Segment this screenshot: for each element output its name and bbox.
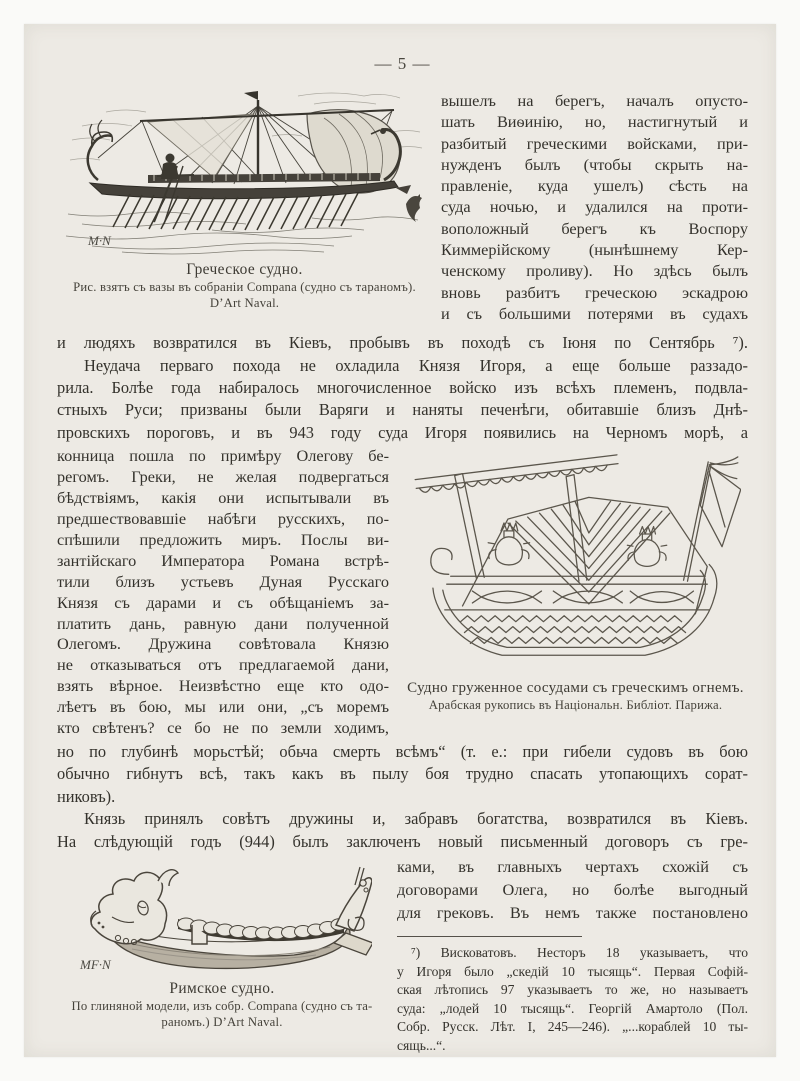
text-line: Собр. Русск. Лѣт. I, 245—246). „...кораблей 10 ты- bbox=[397, 1019, 748, 1035]
text-line: шать Виѳинію, но, настигнутый и bbox=[441, 112, 748, 132]
roman-ship-illustration bbox=[72, 863, 372, 975]
paragraph-second-campaign bbox=[57, 355, 748, 445]
text-line: тили близъ устьевъ Дуная Русскаго bbox=[57, 571, 389, 591]
text-line: взять вѣрное. Неизвѣстно еще кто одо- bbox=[57, 676, 389, 696]
text-line: Олегомъ. Дружина совѣтовала Князю bbox=[57, 634, 389, 654]
text-line: платить дань, равную дани полученной bbox=[57, 613, 389, 633]
fig1-caption-line2: D’Art Naval. bbox=[209, 296, 280, 310]
fig3-title: Римское судно. bbox=[169, 980, 275, 998]
text-line: для грековъ. Въ немъ также постановлено bbox=[397, 903, 748, 923]
fig1-title: Греческое судно. bbox=[186, 261, 303, 278]
text-line: суда: „лодей 10 тысящь“. Георгій Амартоло (Пол. bbox=[397, 1000, 748, 1016]
text-line: нужденъ былъ (чтобы скрыть на- bbox=[441, 154, 748, 174]
column-right-bottom-wrap bbox=[387, 855, 748, 1056]
text-line: не отказываться отъ предлагаемой дани, bbox=[57, 655, 389, 675]
text-line: вышелъ на берегъ, началъ опусто- bbox=[441, 91, 748, 110]
text-line: кто свѣтенъ? се бо не по земли ходимъ, bbox=[57, 718, 389, 738]
column-left-middle bbox=[57, 444, 389, 739]
text-line: лѣетъ въ бою, мы или они, „съ моремъ bbox=[57, 697, 389, 717]
text-line: предшествовавшіе набѣги русскихъ, по- bbox=[57, 509, 389, 529]
text-line: рила. Болѣе года набиралось многочисленное войско изъ всѣхъ племенъ, подвла- bbox=[57, 378, 748, 398]
fig3-caption-line1: По глиняной модели, изъ собр. Compana (судно съ та- bbox=[71, 999, 373, 1014]
book-page bbox=[24, 24, 776, 1057]
fig1-signature: M·N bbox=[88, 233, 111, 248]
text-line: суда ночью, и удалился на проти- bbox=[441, 197, 748, 217]
section-middle bbox=[57, 444, 748, 739]
text-line: спѣшили предложить миръ. Послы ви- bbox=[57, 529, 389, 549]
page-content bbox=[57, 24, 748, 1056]
text-line: Киммерійскому (нынѣшнему Кер- bbox=[441, 240, 748, 260]
text-line: правленіе, куда ушелъ) сѣсть на bbox=[441, 176, 748, 196]
text-line: сящь...“. bbox=[397, 1037, 446, 1053]
page-number: — 5 — bbox=[374, 54, 431, 73]
text-line: ками, въ главныхъ чертахъ схожій съ bbox=[397, 857, 748, 877]
fig2-caption-line1: Судно груженное сосудами съ греческимъ огнемъ. bbox=[407, 680, 744, 697]
text-line: и съ большими потерями въ судахъ bbox=[441, 303, 748, 323]
text-line: ченскому проливу). Но здѣсь былъ bbox=[441, 261, 748, 281]
figure-fire-ship bbox=[389, 444, 748, 739]
paragraph-sea-proverb bbox=[57, 741, 748, 808]
figure-greek-ship bbox=[57, 88, 432, 324]
section-bottom bbox=[57, 855, 748, 1056]
footnote-separator bbox=[397, 936, 582, 937]
paragraph-treaty bbox=[57, 808, 748, 853]
text-line: и людяхъ возвратился въ Кіевъ, пробывъ въ походѣ съ Іюня по Сентябрь ⁷). bbox=[57, 333, 748, 353]
text-line: регомъ. Греки, не желая подвергаться bbox=[57, 467, 389, 487]
text-line: ская лѣтопись 97 указываетъ то же, но называетъ bbox=[397, 982, 748, 998]
text-line: Неудача перваго похода не охладила Князя Игоря, а еще больше раззадо- bbox=[84, 355, 748, 375]
text-line: договорами Олега, но болѣе выгодный bbox=[397, 880, 748, 900]
text-line: На слѣдующій годъ (944) былъ заключенъ новый письменный договоръ съ гре- bbox=[57, 831, 748, 851]
text-line: у Игоря было „скедій 10 тысящь“. Первая Софій- bbox=[397, 963, 748, 979]
text-line: воположный берегъ къ Воспору bbox=[441, 218, 748, 238]
text-line: бѣдствіямъ, какія они испытывали въ bbox=[57, 488, 389, 508]
fire-ship-illustration bbox=[411, 450, 741, 672]
text-line: провскихъ пороговъ, и въ 943 году суда Игоря появились на Черномъ морѣ, а bbox=[57, 422, 748, 442]
footnote bbox=[397, 944, 748, 1056]
text-line: обычно гибнутъ всѣ, такъ какъ въ пылу боя трудно спасать утопающихъ сорат- bbox=[57, 764, 748, 784]
text-line: ⁷) Висковатовъ. Несторъ 18 указываетъ, что bbox=[411, 945, 748, 961]
text-line: стныхъ Руси; призваны были Варяги и наняты печенѣги, обитавшіе близъ Днѣ- bbox=[57, 400, 748, 420]
text-line: Князь принялъ совѣтъ дружины и, забравъ богатства, возвратился въ Кіевъ. bbox=[84, 809, 748, 829]
figure-roman-ship bbox=[57, 855, 387, 1056]
text-line: зантійскаго Императора Романа встрѣ- bbox=[57, 550, 389, 570]
text-line: Князя съ дарами и съ обѣщаніемъ за- bbox=[57, 592, 389, 612]
text-line: конница пошла по примѣру Олегову бе- bbox=[57, 446, 389, 466]
fig3-signature: MF·N bbox=[80, 957, 111, 973]
text-line: разбитый греческими войсками, при- bbox=[441, 133, 748, 153]
column-right-top bbox=[432, 88, 748, 324]
paragraph-return-kiev bbox=[57, 332, 748, 354]
text-line: вновь разбитъ греческою эскадрою bbox=[441, 282, 748, 302]
greek-ship-illustration bbox=[62, 88, 427, 256]
text-line: но по глубинѣ морьстѣй; обьча смерть всѣмъ“ (т. е.: при гибели судовъ въ бою bbox=[57, 741, 748, 761]
column-right-bottom bbox=[397, 855, 748, 924]
fig3-caption-line2: раномъ.) D’Art Naval. bbox=[161, 1015, 283, 1030]
fig2-caption-line2: Арабская рукопись въ Національн. Библіот. Парижа. bbox=[428, 698, 723, 713]
text-line: никовъ). bbox=[57, 786, 116, 806]
fig1-caption-line1: Рис. взятъ съ вазы въ собраніи Compana (судно съ тараномъ). bbox=[73, 280, 416, 294]
section-top bbox=[57, 88, 748, 324]
